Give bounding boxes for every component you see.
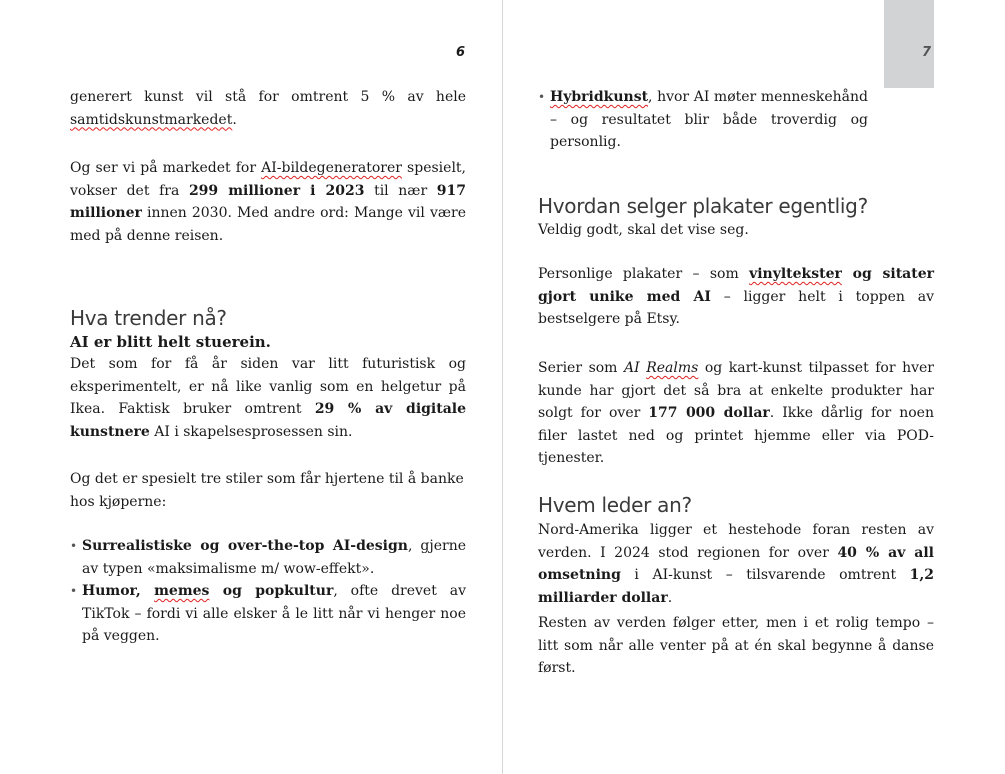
text: , hvor AI møter menneskehånd – og resultatet blir både troverdig og personlig. (550, 89, 868, 150)
section-heading: Hva trender nå? (70, 306, 227, 330)
bold-text: 1,2 milliarder dollar (538, 567, 934, 606)
paragraph: Resten av verden følger etter, men i et rolig tempo – litt som når alle venter på at én skal begynne å danse først. (538, 615, 934, 676)
list-item (538, 86, 868, 154)
bold-text: og popkultur (209, 583, 334, 599)
section-heading: Hvordan selger plakater egentlig? (538, 194, 868, 218)
text: Det som for få år siden var litt futuristisk og eksperimentelt, er nå like vanlig som en helgetur på Ikea. Faktisk bruker omtrent (70, 356, 466, 417)
page-tab-marker (884, 0, 934, 88)
misspelled-word[interactable]: Realms (646, 360, 699, 376)
text: , gjerne av typen «maksimalisme m/ wow-effekt». (82, 538, 467, 577)
text: i AI-kunst – tilsvarende omtrent (620, 567, 910, 583)
misspelled-word[interactable]: vinyltekster (749, 266, 842, 282)
bold-text: Humor, (82, 583, 155, 599)
bold-text: 299 millioner i 2023 (188, 182, 365, 199)
text: . (667, 589, 673, 606)
list-item (70, 535, 466, 580)
bullet-list (70, 535, 466, 648)
text: generert kunst vil stå for omtrent 5 % av hele (70, 89, 466, 105)
text: – ligger helt i toppen av bestselgere på Etsy. (538, 288, 934, 327)
text: Serier som (538, 360, 624, 376)
paragraph: Og det er spesielt tre stiler som får hjertene til å banke hos kjøperne: (70, 471, 464, 510)
misspelled-word[interactable]: samtidskunstmarkedet (70, 111, 233, 128)
paragraph (70, 353, 466, 443)
page-number-left: 6 (456, 45, 466, 60)
misspelled-word[interactable]: Hybridkunst (550, 89, 649, 105)
text: til nær (364, 182, 437, 199)
text: og kart-kunst tilpasset for hver kunde har gjort det så bra at enkelte produkter har solgt for over (538, 360, 934, 421)
text: . Ikke dårlig for noen filer lastet ned og printet hjemme eller via POD-tjenester. (538, 405, 934, 466)
misspelled-word[interactable]: memes (154, 583, 210, 599)
text: . (232, 111, 237, 128)
subheading: AI er blitt helt stuerein. (70, 333, 271, 351)
paragraph: Veldig godt, skal det vise seg. (538, 222, 749, 238)
bullet-list (538, 86, 868, 154)
paragraph (538, 263, 934, 331)
page-divider (502, 0, 503, 774)
paragraph (70, 157, 466, 247)
paragraph (538, 357, 934, 470)
page-number-right: 7 (922, 45, 932, 60)
text: AI i skapelsesprosessen sin. (149, 423, 353, 440)
text: Personlige plakater – som (538, 266, 750, 282)
misspelled-word[interactable]: AI-bildegeneratorer (261, 160, 402, 176)
text: Og ser vi på markedet for (70, 160, 262, 176)
paragraph (538, 519, 934, 609)
bold-text: Surrealistiske og over-the-top AI-design (82, 538, 408, 554)
list-item (70, 580, 466, 648)
bold-text: 40 % av all omsetning (538, 544, 934, 583)
italic-text: AI (624, 360, 647, 376)
text: spesielt, vokser det fra (70, 160, 466, 199)
paragraph (70, 86, 466, 131)
bold-text: 29 % av digitale kunstnere (70, 401, 467, 440)
text: Nord-Amerika ligger et hestehode foran resten av verden. I 2024 stod regionen for over (538, 522, 934, 561)
text: innen 2030. Med andre ord: Mange vil være med på denne reisen. (70, 205, 466, 244)
bold-text: 177 000 dollar (648, 405, 770, 421)
section-heading: Hvem leder an? (538, 493, 692, 517)
bold-text: 917 millioner (70, 182, 466, 221)
bold-text: og sitater gjort unike med AI (538, 266, 934, 305)
text: , ofte drevet av TikTok – fordi vi alle elsker å le litt når vi henger noe på veggen. (82, 583, 466, 644)
